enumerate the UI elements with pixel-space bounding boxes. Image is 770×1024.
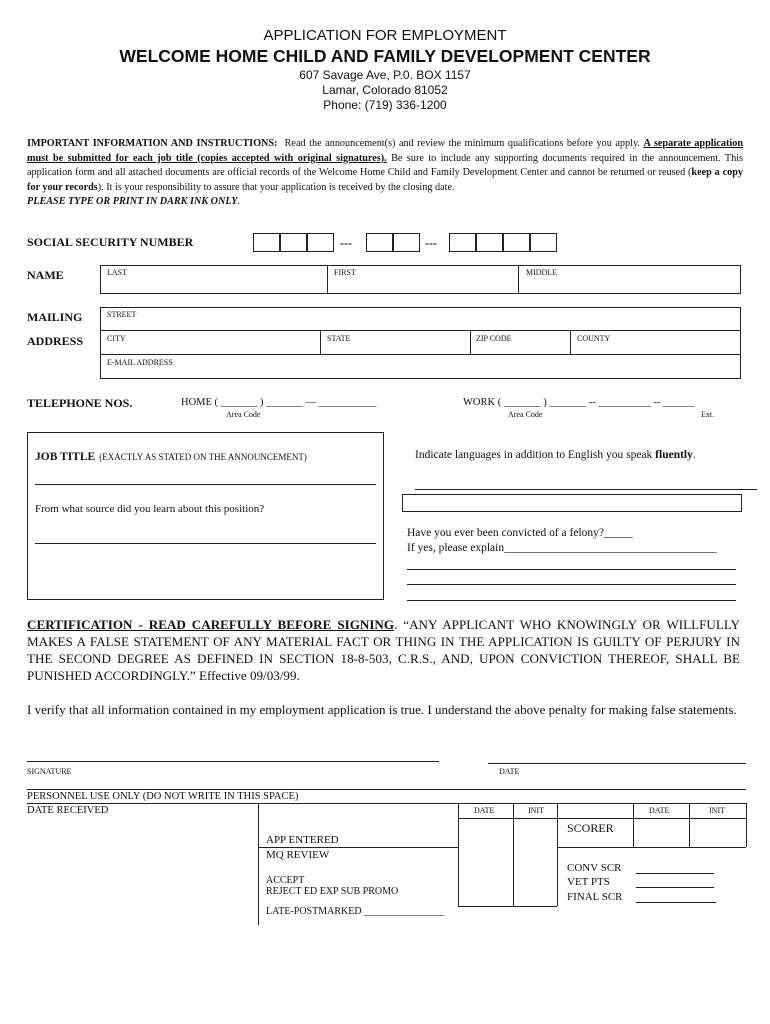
certification-text: . “ANY APPLICANT WHO KNOWINGLY OR WILLFULLY MAKES A FALSE STATEMENT OF ANY MATERIAL FACT OR THING IN THE APPLICATION IS GUILTY OF PERJURY IN THE SECOND DEGREE AS DEFINED IN SECTION 18-8-503, C.R.S., AND, UPON CONVICTION THEREOF, SHALL BE PUNISHED ACCORDINGLY.” Effective 09/03/99.	[27, 617, 740, 683]
address-line-1: 607 Savage Ave, P.0. BOX 1157	[299, 68, 471, 82]
date-col-1: DATE	[474, 806, 495, 815]
signature-line[interactable]	[27, 761, 439, 762]
instructions-separate-app: A separate application must be submitted for each job title (copies accepted with original signatures).	[27, 138, 744, 164]
date-label: DATE	[499, 767, 520, 776]
address-label: ADDRESS	[27, 334, 84, 348]
certification-heading: CERTIFICATION - READ CAREFULLY BEFORE SIGNING	[27, 617, 395, 632]
signature-label: SIGNATURE	[27, 767, 72, 776]
organization-name: WELCOME HOME CHILD AND FAMILY DEVELOPMENT CENTER	[119, 46, 651, 66]
instructions-lead: IMPORTANT INFORMATION AND INSTRUCTIONS:	[27, 138, 278, 149]
ssn-digit-6[interactable]	[449, 233, 476, 252]
email-field[interactable]: E-MAIL ADDRESS	[107, 358, 173, 367]
ssn-label: SOCIAL SECURITY NUMBER	[27, 235, 194, 249]
vet-pts-label: VET PTS	[567, 876, 610, 888]
name-label: NAME	[27, 268, 64, 282]
ssn-separator-1: ---	[340, 236, 352, 250]
ssn-digit-2[interactable]	[280, 233, 307, 252]
ssn-digit-5[interactable]	[393, 233, 420, 252]
home-phone-field[interactable]: HOME ( _______ ) _______ — ___________	[181, 397, 377, 408]
verify-statement: I verify that all information contained in my employment application is true. I understand the above penalty for making false statements.	[27, 702, 737, 717]
felony-explain-line-2[interactable]	[407, 569, 736, 570]
ssn-digit-7[interactable]	[476, 233, 503, 252]
mq-review-label: MQ REVIEW	[266, 849, 330, 861]
ink-notice: PLEASE TYPE OR PRINT IN DARK INK ONLY	[27, 196, 238, 207]
languages-prompt: Indicate languages in addition to English you speak fluently.	[415, 449, 696, 461]
home-area-code-label: Area Code	[226, 410, 261, 419]
init-col-1: INIT	[528, 806, 544, 815]
ssn-digit-9[interactable]	[530, 233, 557, 252]
felony-explain-line-4[interactable]	[407, 600, 736, 601]
instructions-text-5: ). It is your responsibility to assure that your application is received by the closing date.	[97, 181, 455, 193]
county-field[interactable]: COUNTY	[577, 334, 611, 343]
final-scr-label: FINAL SCR	[567, 891, 623, 903]
conv-scr-label: CONV SCR	[567, 862, 622, 874]
address-line-2: Lamar, Colorado 81052	[322, 83, 448, 97]
init-col-2: INIT	[709, 806, 725, 815]
street-field[interactable]: STREET	[107, 310, 137, 319]
instructions: IMPORTANT INFORMATION AND INSTRUCTIONS: Read the announcement(s) and review the minimum qualifications before you apply. A separate application must be submitted for each job title (copies accepted with original signatures). Be sure to include any supporting documents required in the announcement. This application form and all attached documents are official records of the Welcome Home Child and Family Development Center and cannot be returned or reused (keep a copy for your records). It is your responsibility to assure that your application is received by the closing date. PLEASE TYPE OR PRINT IN DARK INK ONLY.	[27, 138, 744, 207]
app-entered-label: APP ENTERED	[266, 834, 339, 846]
work-area-code-label: Area Code	[508, 410, 543, 419]
reject-label: REJECT ED EXP SUB PROMO	[266, 886, 399, 897]
date-received-label: DATE RECEIVED	[27, 805, 109, 816]
ssn-digit-8[interactable]	[503, 233, 530, 252]
felony-question[interactable]: Have you ever been convicted of a felony?_____	[407, 527, 633, 539]
felony-explain-field[interactable]: If yes, please explain_____________________________________	[407, 542, 717, 554]
job-title-note: (EXACTLY AS STATED ON THE ANNOUNCEMENT)	[99, 452, 307, 462]
languages-field[interactable]	[415, 489, 757, 490]
source-field[interactable]	[35, 543, 376, 544]
mailing-label: MAILING	[27, 310, 83, 324]
city-field[interactable]: CITY	[107, 334, 126, 343]
felony-explain-line-3[interactable]	[407, 584, 736, 585]
first-name-field[interactable]: FIRST	[334, 268, 356, 277]
instructions-keep-copy: keep a copy for your records	[27, 167, 743, 193]
languages-box[interactable]	[402, 494, 742, 512]
conv-scr-field[interactable]	[636, 873, 714, 874]
ext-label: Ext.	[701, 410, 715, 419]
last-name-field[interactable]: LAST	[107, 268, 127, 277]
instructions-text-3: Be sure to include any supporting documents required in the announcement. This application form and all attached documents are official records of the Welcome Home Child and Family Development Center and cannot be returned or reused (	[27, 152, 743, 178]
middle-name-field[interactable]: MIDDLE	[526, 268, 558, 277]
personnel-header: PERSONNEL USE ONLY (DO NOT WRITE IN THIS SPACE)	[27, 791, 299, 802]
work-phone-field[interactable]: WORK ( _______ ) _______ -- __________ -- ______	[463, 397, 695, 408]
accept-label: ACCEPT	[266, 875, 305, 886]
certification-statement	[27, 616, 740, 684]
ssn-digit-1[interactable]	[253, 233, 280, 252]
date-line[interactable]	[488, 763, 746, 764]
state-field[interactable]: STATE	[327, 334, 351, 343]
job-title-field[interactable]	[35, 484, 376, 485]
final-scr-field[interactable]	[636, 902, 716, 903]
instructions-text-1: Read the announcement(s) and review the minimum qualifications before you apply.	[284, 138, 640, 149]
address-box	[100, 307, 741, 379]
ssn-separator-2: ---	[425, 236, 437, 250]
vet-pts-field[interactable]	[636, 887, 714, 888]
form-title: APPLICATION FOR EMPLOYMENT	[263, 27, 507, 44]
telephone-label: TELEPHONE NOS.	[27, 396, 133, 410]
name-box	[100, 265, 741, 294]
job-title-label: JOB TITLE (EXACTLY AS STATED ON THE ANNOUNCEMENT)	[35, 451, 307, 463]
ssn-digit-3[interactable]	[307, 233, 334, 252]
date-col-2: DATE	[649, 806, 670, 815]
source-question: From what source did you learn about this position?	[35, 503, 265, 515]
phone-line: Phone: (719) 336-1200	[323, 98, 447, 112]
scorer-label: SCORER	[567, 821, 614, 835]
zip-field[interactable]: ZIP CODE	[476, 334, 512, 343]
ssn-digit-4[interactable]	[366, 233, 393, 252]
late-postmarked-label: LATE-POSTMARKED ________________	[266, 906, 445, 917]
